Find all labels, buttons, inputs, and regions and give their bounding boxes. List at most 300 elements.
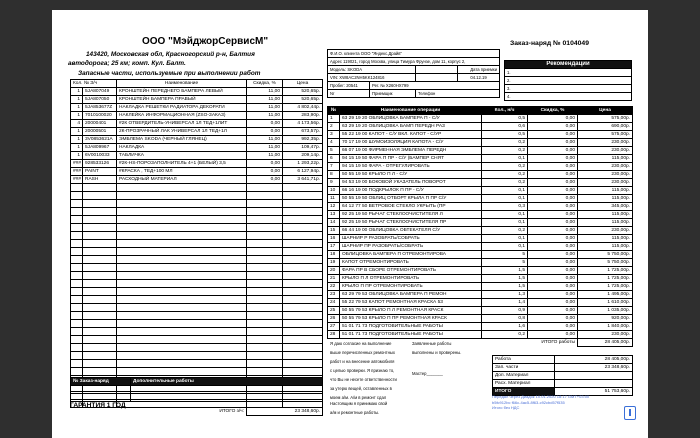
parts-row bbox=[71, 88, 323, 96]
parts-cell: 6 127,94р. bbox=[283, 168, 323, 176]
text-line: а/м и ремонтные работы. bbox=[330, 410, 380, 415]
works-cell: 1 610,00р. bbox=[578, 299, 633, 307]
works-cell: 345,00р. bbox=[578, 203, 633, 211]
parts-cell: 5JA807050 bbox=[83, 96, 117, 104]
works-cell: 6 bbox=[328, 155, 340, 163]
parts-cell: ТАБЛИЧКА bbox=[117, 152, 247, 160]
works-cell: 1,5 bbox=[482, 283, 528, 291]
company-address-line-1: 143420, Московская обл, Красногорский р-н, Балтия bbox=[86, 51, 255, 58]
works-row bbox=[328, 187, 633, 195]
parts-cell: 4 bbox=[71, 120, 83, 128]
works-cell: 0,00 bbox=[528, 243, 578, 251]
works-row bbox=[328, 323, 633, 331]
works-row bbox=[328, 331, 633, 339]
works-cell: КРЫЛО П Л ОТРЕМОНТИРОВАТЬ bbox=[340, 275, 482, 283]
works-cell: 51 01 71 73 ПОДГОТОВИТЕЛЬНЫЕ РАБОТЫ bbox=[340, 331, 482, 339]
works-cell: 21 bbox=[328, 275, 340, 283]
works-cell: 0,1 bbox=[482, 235, 528, 243]
parts-col-header: Скидка, % bbox=[247, 80, 283, 88]
works-cell: 230,00р. bbox=[578, 171, 633, 179]
text-line: за утерю вещей, оставленных в bbox=[330, 386, 392, 391]
parts-cell: 11,00 bbox=[247, 152, 283, 160]
works-cell: 26 bbox=[328, 315, 340, 323]
parts-cell: ### bbox=[71, 168, 83, 176]
parts-cell: PAINT bbox=[83, 168, 117, 176]
parts-cell: 2К-ПРОЗРАЧНЫЙ ЛАК УНИВЕРСАЛ 1Л ТЕД+1Л bbox=[117, 128, 247, 136]
parts-row bbox=[71, 168, 323, 176]
parts-cell: 3V0853621A bbox=[83, 136, 117, 144]
works-cell: 0,00 bbox=[528, 227, 578, 235]
works-cell: 115,00р. bbox=[578, 211, 633, 219]
works-cell: 17 bbox=[328, 243, 340, 251]
parts-row bbox=[71, 176, 323, 184]
works-cell: 5 bbox=[328, 147, 340, 155]
works-cell: 0,00 bbox=[528, 139, 578, 147]
works-cell: 0,00 bbox=[528, 283, 578, 291]
parts-row bbox=[71, 144, 323, 152]
works-cell: 115,00р. bbox=[578, 187, 633, 195]
works-cell: 19 bbox=[328, 259, 340, 267]
text-line: что Вы не несете ответственности bbox=[330, 377, 397, 382]
works-col-header: Цена bbox=[578, 107, 633, 115]
works-col-header: Наименование операции bbox=[340, 107, 482, 115]
works-row bbox=[328, 171, 633, 179]
works-cell: 1 035,00р. bbox=[578, 307, 633, 315]
works-cell: 9 bbox=[328, 179, 340, 187]
client-nr: Nr bbox=[328, 90, 370, 98]
works-cell: 0,00 bbox=[528, 219, 578, 227]
parts-cell: 1 bbox=[71, 88, 83, 96]
works-row bbox=[328, 243, 633, 251]
works-row bbox=[328, 235, 633, 243]
works-cell: 0,00 bbox=[528, 163, 578, 171]
works-cell: 0,1 bbox=[482, 187, 528, 195]
recommendation-item: 1. bbox=[505, 69, 632, 77]
parts-cell: 1 bbox=[71, 104, 83, 112]
parts-cell: 11,00 bbox=[247, 88, 283, 96]
works-cell: 92 25 19 50 РЫЧАГ СТЕКЛООЧИСТИТЕЛЯ ПР bbox=[340, 219, 482, 227]
works-cell: 1 725,00р. bbox=[578, 267, 633, 275]
works-cell: 0,00 bbox=[528, 331, 578, 339]
works-row bbox=[328, 299, 633, 307]
works-cell: 0,2 bbox=[482, 147, 528, 155]
summary-label: Расх. Материал bbox=[493, 380, 555, 388]
text-line: выполнены и проверены. bbox=[412, 350, 462, 355]
works-cell: 0,00 bbox=[528, 115, 578, 123]
works-cell: 18 bbox=[328, 251, 340, 259]
parts-row bbox=[71, 96, 323, 104]
parts-cell: 11,00 bbox=[247, 136, 283, 144]
works-cell: 0,2 bbox=[482, 227, 528, 235]
works-row bbox=[328, 275, 633, 283]
parts-cell: ЭМБЛЕМА SKODA (ЧЕРНЫЙ ГЛЯНЕЦ) bbox=[117, 136, 247, 144]
text-line: b5fc912bc f66c-4ac5-8f63-c92cbd57f535 bbox=[492, 399, 565, 405]
parts-row bbox=[71, 120, 323, 128]
summary-row bbox=[493, 364, 633, 372]
works-row bbox=[328, 219, 633, 227]
summary-value: 23 348,60р. bbox=[555, 364, 633, 372]
works-cell: 24 bbox=[328, 299, 340, 307]
company-name: ООО "МэйджорСервисМ" bbox=[142, 36, 269, 47]
client-reg: Рег. № Х260НХ799 bbox=[370, 82, 500, 90]
company-address-line-2: автодорога; 25 км; комп. Кул. Балт. bbox=[68, 60, 186, 67]
summary-row bbox=[493, 372, 633, 380]
works-cell: 63 29 19 20 ОБЛИЦОВКА БАМП ПЕРЕДН РАЗ bbox=[340, 123, 482, 131]
parts-row bbox=[71, 128, 323, 136]
works-row bbox=[328, 259, 633, 267]
parts-cell: 5JA853677Z bbox=[83, 104, 117, 112]
works-cell: 230,00р. bbox=[578, 147, 633, 155]
client-phone: Телефон bbox=[416, 90, 500, 98]
works-cell: 115,00р. bbox=[578, 235, 633, 243]
recommendations-table bbox=[504, 60, 632, 101]
works-cell: 94 53 19 00 БОКОВОЙ УКАЗАТЕЛЬ ПОВОРОТ bbox=[340, 179, 482, 187]
parts-cell: НАКЛАДКА bbox=[117, 144, 247, 152]
works-cell: 51 01 71 73 ПОДГОТОВИТЕЛЬНЫЕ РАБОТЫ bbox=[340, 323, 482, 331]
recommendations-title: Рекомендации bbox=[505, 61, 632, 69]
parts-cell: 5JA807049 bbox=[83, 88, 117, 96]
works-cell: 0,00 bbox=[528, 211, 578, 219]
summary-row bbox=[493, 380, 633, 388]
parts-cell: ### bbox=[71, 176, 83, 184]
works-cell: 230,00р. bbox=[578, 163, 633, 171]
parts-col-header: Цена bbox=[283, 80, 323, 88]
summary-row bbox=[493, 356, 633, 364]
works-cell: 22 bbox=[328, 283, 340, 291]
summary-label: Доп. Материал bbox=[493, 372, 555, 380]
parts-cell: 11,00 bbox=[247, 144, 283, 152]
client-date: 04.12.19 bbox=[458, 74, 500, 82]
works-cell: 0,00 bbox=[528, 147, 578, 155]
parts-cell: 992,35р. bbox=[283, 136, 323, 144]
parts-cell: РАСХОДНЫЙ МАТЕРИАЛ bbox=[117, 176, 247, 184]
works-cell: ШАРНИР Р РАЗОБРАТЬ/СОБРАТЬ bbox=[340, 235, 482, 243]
works-cell: 0,00 bbox=[528, 259, 578, 267]
works-cell: 50 55 79 53 КРЫЛО П ПР РЕМОНТНАЯ КРАСК bbox=[340, 315, 482, 323]
works-col-header: № bbox=[328, 107, 340, 115]
summary-total-value: 51 753,60р. bbox=[555, 388, 633, 396]
works-cell: 0,00 bbox=[528, 179, 578, 187]
parts-cell: 11,00 bbox=[247, 104, 283, 112]
works-cell: 0,2 bbox=[482, 179, 528, 187]
parts-cell: RASH bbox=[83, 176, 117, 184]
parts-cell: 11,00 bbox=[247, 112, 283, 120]
parts-total-label: ИТОГО з/ч: bbox=[219, 409, 244, 415]
parts-cell: 11,00 bbox=[247, 96, 283, 104]
parts-cell: 1 bbox=[71, 136, 83, 144]
parts-cell: 5JA809967 bbox=[83, 144, 117, 152]
works-cell: 5 750,00р. bbox=[578, 259, 633, 267]
works-cell: 28 bbox=[328, 331, 340, 339]
works-cell: ОБЛИЦОВКА БАМПЕРА П ОТРЕМОНТИРОВА bbox=[340, 251, 482, 259]
works-cell: 70 17 19 00 ШУМОИЗОЛЯЦИЯ КАПОТА - С/У bbox=[340, 139, 482, 147]
parts-cell: 1 bbox=[71, 112, 83, 120]
parts-cell: 0,00 bbox=[247, 176, 283, 184]
works-cell: 66 16 19 00 ПОДКРЫЛОК П ПР - С/У bbox=[340, 187, 482, 195]
text-line: выше перечисленных ремонтных bbox=[330, 350, 395, 355]
parts-cell: НАКЛАДКА РЕШЕТКИ РАДИАТОРА ДЕКОРАТИ bbox=[117, 104, 247, 112]
works-cell: 94 15 19 50 ФАРА - ОТРЕГУЛИРОВАТЬ bbox=[340, 163, 482, 171]
works-cell: 0,2 bbox=[482, 331, 528, 339]
works-cell: 5 bbox=[482, 259, 528, 267]
summary-label: Зап. части bbox=[493, 364, 555, 372]
edo-stamp bbox=[492, 394, 632, 411]
parts-cell: 520,65р. bbox=[283, 88, 323, 96]
works-cell: 0,00 bbox=[528, 131, 578, 139]
works-cell: 1,6 bbox=[482, 323, 528, 331]
works-row bbox=[328, 267, 633, 275]
works-cell: 115,00р. bbox=[578, 195, 633, 203]
parts-row bbox=[71, 104, 323, 112]
works-cell: КРЫЛО П ПР ОТРЕМОНТИРОВАТЬ bbox=[340, 283, 482, 291]
works-cell: 0,00 bbox=[528, 315, 578, 323]
works-cell: 3 bbox=[328, 131, 340, 139]
works-cell: 50 55 79 53 КРЫЛО П Л РЕМОНТНАЯ КРАСК bbox=[340, 307, 482, 315]
recommendation-item: 4. bbox=[505, 93, 632, 101]
works-cell: 115,00р. bbox=[578, 243, 633, 251]
client-vin: VIN: XW8AC2NH5KK124816 bbox=[328, 74, 416, 82]
parts-cell: 0,00 bbox=[247, 128, 283, 136]
works-cell: 0,3 bbox=[482, 203, 528, 211]
parts-cell: 0,00 bbox=[247, 168, 283, 176]
works-cell: КАПОТ ОТРЕМОНТИРОВАТЬ bbox=[340, 259, 482, 267]
parts-cell: 4 173,56р. bbox=[283, 120, 323, 128]
works-cell: 0,2 bbox=[482, 139, 528, 147]
text-line: работ и на внесение автомобиля bbox=[330, 359, 395, 364]
acceptance-text bbox=[330, 399, 387, 417]
parts-row bbox=[71, 160, 323, 168]
client-date-label: Дата приемки bbox=[458, 66, 500, 74]
works-row bbox=[328, 163, 633, 171]
works-cell: 1,5 bbox=[482, 275, 528, 283]
parts-cell: КРОНШТЕЙН ПЕРЕДНЕГО БАМПЕРА ЛЕВЫЙ bbox=[117, 88, 247, 96]
text-line: с целью проверки. Я признаю то, bbox=[330, 368, 395, 373]
works-row bbox=[328, 139, 633, 147]
parts-cell: 520,65р. bbox=[283, 96, 323, 104]
summary-value: 28 405,00р. bbox=[555, 356, 633, 364]
works-cell: 12 bbox=[328, 203, 340, 211]
works-cell: ШАРНИР ПР РАЗОБРАТЬ/СОБРАТЬ bbox=[340, 243, 482, 251]
parts-cell: 1 bbox=[71, 144, 83, 152]
parts-cell: 20000401 bbox=[83, 120, 117, 128]
works-cell: 575,00р. bbox=[578, 115, 633, 123]
works-cell: 0,1 bbox=[482, 243, 528, 251]
works-row bbox=[328, 131, 633, 139]
client-mileage: Пробег: 20541 bbox=[328, 82, 370, 90]
text-line: Заявленные работы bbox=[412, 341, 452, 346]
parts-cell: 1 bbox=[71, 96, 83, 104]
text-line: Я даю согласие на выполнение bbox=[330, 341, 392, 346]
works-cell: 230,00р. bbox=[578, 139, 633, 147]
parts-header-row bbox=[71, 80, 323, 88]
works-cell: 50 55 19 50 ОБЛИЦ ОТБОРТ КРЫЛА П ПР С/У bbox=[340, 195, 482, 203]
works-cell: 66 44 19 00 ОБЛИЦОВКА ОБТЕКАТЕЛЯ С/У bbox=[340, 227, 482, 235]
parts-col-header: Наименование bbox=[117, 80, 247, 88]
works-cell: 10 bbox=[328, 187, 340, 195]
works-cell: 1 bbox=[328, 115, 340, 123]
parts-row bbox=[71, 136, 323, 144]
works-cell: 230,00р. bbox=[578, 179, 633, 187]
works-cell: 0,1 bbox=[482, 155, 528, 163]
parts-cell: 0,00 bbox=[247, 120, 283, 128]
works-cell: 20 bbox=[328, 267, 340, 275]
works-cell: 0,00 bbox=[528, 299, 578, 307]
works-cell: 23 bbox=[328, 291, 340, 299]
works-cell: 575,00р. bbox=[578, 131, 633, 139]
works-cell: 0,00 bbox=[528, 251, 578, 259]
parts-cell: 283,90р. bbox=[283, 112, 323, 120]
text-line: Итого без НДС bbox=[492, 405, 520, 410]
works-cell: 0,00 bbox=[528, 187, 578, 195]
extra-works-table bbox=[70, 377, 323, 402]
works-cell: 0,00 bbox=[528, 307, 578, 315]
works-cell: 27 bbox=[328, 323, 340, 331]
text-line: Настоящим я принимаю свой bbox=[330, 401, 388, 406]
text-line: Передал через Диадок 10.01.2020 18:17 GMT+03:00 bbox=[492, 394, 590, 399]
works-cell: 94 15 19 50 ФАРА П ПР - С/У (БАМПЕР СНЯТ bbox=[340, 155, 482, 163]
parts-cell: 20000501 bbox=[83, 128, 117, 136]
works-header-row bbox=[328, 107, 633, 115]
works-cell: 2 bbox=[328, 123, 340, 131]
parts-cell: ### bbox=[71, 160, 83, 168]
works-cell: ФАРА ПР В СБОРЕ ОТРЕМОНТИРОВАТЬ bbox=[340, 267, 482, 275]
works-cell: 1 725,00р. bbox=[578, 275, 633, 283]
works-cell: 63 29 19 20 ОБЛИЦОВКА БАМПЕРА П - С/У bbox=[340, 115, 482, 123]
works-row bbox=[328, 179, 633, 187]
works-cell: 0,1 bbox=[482, 211, 528, 219]
parts-cell: 1 bbox=[71, 128, 83, 136]
works-cell: 1,5 bbox=[482, 267, 528, 275]
works-row bbox=[328, 283, 633, 291]
works-row bbox=[328, 307, 633, 315]
works-cell: 0,00 bbox=[528, 203, 578, 211]
works-row bbox=[328, 203, 633, 211]
works-row bbox=[328, 123, 633, 131]
client-info-table bbox=[327, 49, 500, 98]
works-cell: 0,00 bbox=[528, 155, 578, 163]
order-title bbox=[510, 40, 589, 47]
works-cell: 13 bbox=[328, 211, 340, 219]
document-icon bbox=[624, 406, 636, 420]
works-row bbox=[328, 115, 633, 123]
parts-cell: 1 bbox=[71, 152, 83, 160]
client-name: Ф.И.О. клиента ООО "Яндекс.Драйв" bbox=[328, 50, 500, 58]
works-cell: 0,00 bbox=[528, 123, 578, 131]
works-cell: 15 bbox=[328, 227, 340, 235]
works-cell: 0,00 bbox=[528, 267, 578, 275]
parts-cell: 6V0010033 bbox=[83, 152, 117, 160]
works-cell: 0,5 bbox=[482, 131, 528, 139]
works-cell: 25 bbox=[328, 307, 340, 315]
works-row bbox=[328, 155, 633, 163]
parts-cell: 0,00 bbox=[247, 160, 283, 168]
parts-cell: 4 802,44р. bbox=[283, 104, 323, 112]
parts-cell: КРОНШТЕЙН БАМПЕРА ПРАВЫЙ bbox=[117, 96, 247, 104]
works-cell: 16 bbox=[328, 235, 340, 243]
works-cell: 115,00р. bbox=[578, 219, 633, 227]
works-row bbox=[328, 211, 633, 219]
extra-works-col-title: Дополнительные работы bbox=[131, 378, 323, 386]
warranty-text: ГАРАНТИЯ 1 ГОД bbox=[70, 402, 126, 409]
works-cell: 690,00р. bbox=[578, 123, 633, 131]
works-total-label: ИТОГО работы bbox=[541, 340, 575, 346]
works-col-header: Кол., н/ч bbox=[482, 107, 528, 115]
works-row bbox=[328, 147, 633, 155]
works-row bbox=[328, 251, 633, 259]
consent-text bbox=[330, 339, 397, 402]
works-cell: 0,8 bbox=[482, 315, 528, 323]
parts-total-value: 23 348,60р. bbox=[247, 408, 323, 416]
works-cell: 55 22 19 00 КАПОТ - С/У ВКЛ. КАПОТ - С/УР bbox=[340, 131, 482, 139]
works-row bbox=[328, 291, 633, 299]
works-cell: 1 725,00р. bbox=[578, 283, 633, 291]
works-cell: 64 12 77 50 ВЕТРОВОЕ СТЕКЛО УКРЫТЬ (ПР bbox=[340, 203, 482, 211]
summary-table bbox=[492, 355, 633, 396]
works-cell: 115,00р. bbox=[578, 155, 633, 163]
works-cell: 1,3 bbox=[482, 291, 528, 299]
order-number: 0104049 bbox=[562, 40, 589, 47]
master-label: Мастер_______ bbox=[412, 371, 443, 376]
parts-cell: 7010100020 bbox=[83, 112, 117, 120]
recommendation-item: 3. bbox=[505, 85, 632, 93]
works-row bbox=[328, 315, 633, 323]
works-cell: 0,2 bbox=[482, 163, 528, 171]
works-cell: 230,00р. bbox=[578, 331, 633, 339]
works-cell: 63 29 79 53 ОБЛИЦОВКА БАМПЕРА П РЕМОН bbox=[340, 291, 482, 299]
works-col-header: Скидка, % bbox=[528, 107, 578, 115]
works-cell: 1 495,00р. bbox=[578, 291, 633, 299]
parts-row bbox=[71, 152, 323, 160]
parts-cell: #2К-НS-ПОРОЗАПОЛНИТЕЛЬ 4+1 (БЕЛЫЙ) 3,5 bbox=[117, 160, 247, 168]
client-receiver: Приемщик bbox=[370, 90, 416, 98]
works-cell: 0,00 bbox=[528, 171, 578, 179]
parts-col-header: Кол. № З/ч bbox=[71, 80, 117, 88]
parts-cell: НАКЛЕЙКА ИНФОРМАЦИОННАЯ (ZSO-ЗАКАЗ) bbox=[117, 112, 247, 120]
summary-value bbox=[555, 372, 633, 380]
order-title-label: Заказ-наряд № bbox=[510, 40, 561, 47]
works-cell: 66 07 19 00 ФИРМЕННАЯ ЭМБЛЕМА ПЕРЕДН bbox=[340, 147, 482, 155]
works-cell: 8 bbox=[328, 171, 340, 179]
works-cell: 230,00р. bbox=[578, 227, 633, 235]
works-cell: 920,00р. bbox=[578, 315, 633, 323]
works-total-value: 28 405,00р. bbox=[578, 339, 633, 347]
parts-section-title: Запасные части, используемые при выполнении работ bbox=[78, 70, 261, 77]
works-row bbox=[328, 195, 633, 203]
works-cell: 4 bbox=[328, 139, 340, 147]
works-cell: 0,00 bbox=[528, 323, 578, 331]
works-cell: 92 25 19 50 РЫЧАГ СТЕКЛООЧИСТИТЕЛЯ Л bbox=[340, 211, 482, 219]
works-cell: 0,2 bbox=[482, 171, 528, 179]
works-row bbox=[328, 227, 633, 235]
works-cell: 0,00 bbox=[528, 291, 578, 299]
works-cell: 0,00 bbox=[528, 195, 578, 203]
parts-cell: 673,57р. bbox=[283, 128, 323, 136]
parts-cell: 1 293,22р. bbox=[283, 160, 323, 168]
works-cell: 0,5 bbox=[482, 115, 528, 123]
client-address: Адрес 119021, город Москва, улица Тимура Фрунзе, дом 11, корпус 2, bbox=[328, 58, 500, 66]
parts-cell: #КРАСКА , ТЕД+100 МЛ bbox=[117, 168, 247, 176]
works-cell: 0,1 bbox=[482, 195, 528, 203]
client-model: Модель: SKODA bbox=[328, 66, 416, 74]
works-cell: 0,00 bbox=[528, 235, 578, 243]
works-verified-text bbox=[412, 339, 461, 357]
summary-value bbox=[555, 380, 633, 388]
works-cell: 1 840,00р. bbox=[578, 323, 633, 331]
works-table bbox=[327, 106, 633, 347]
master-label-text: Мастер bbox=[412, 371, 427, 376]
parts-row bbox=[71, 112, 323, 120]
works-cell: 0,00 bbox=[528, 275, 578, 283]
